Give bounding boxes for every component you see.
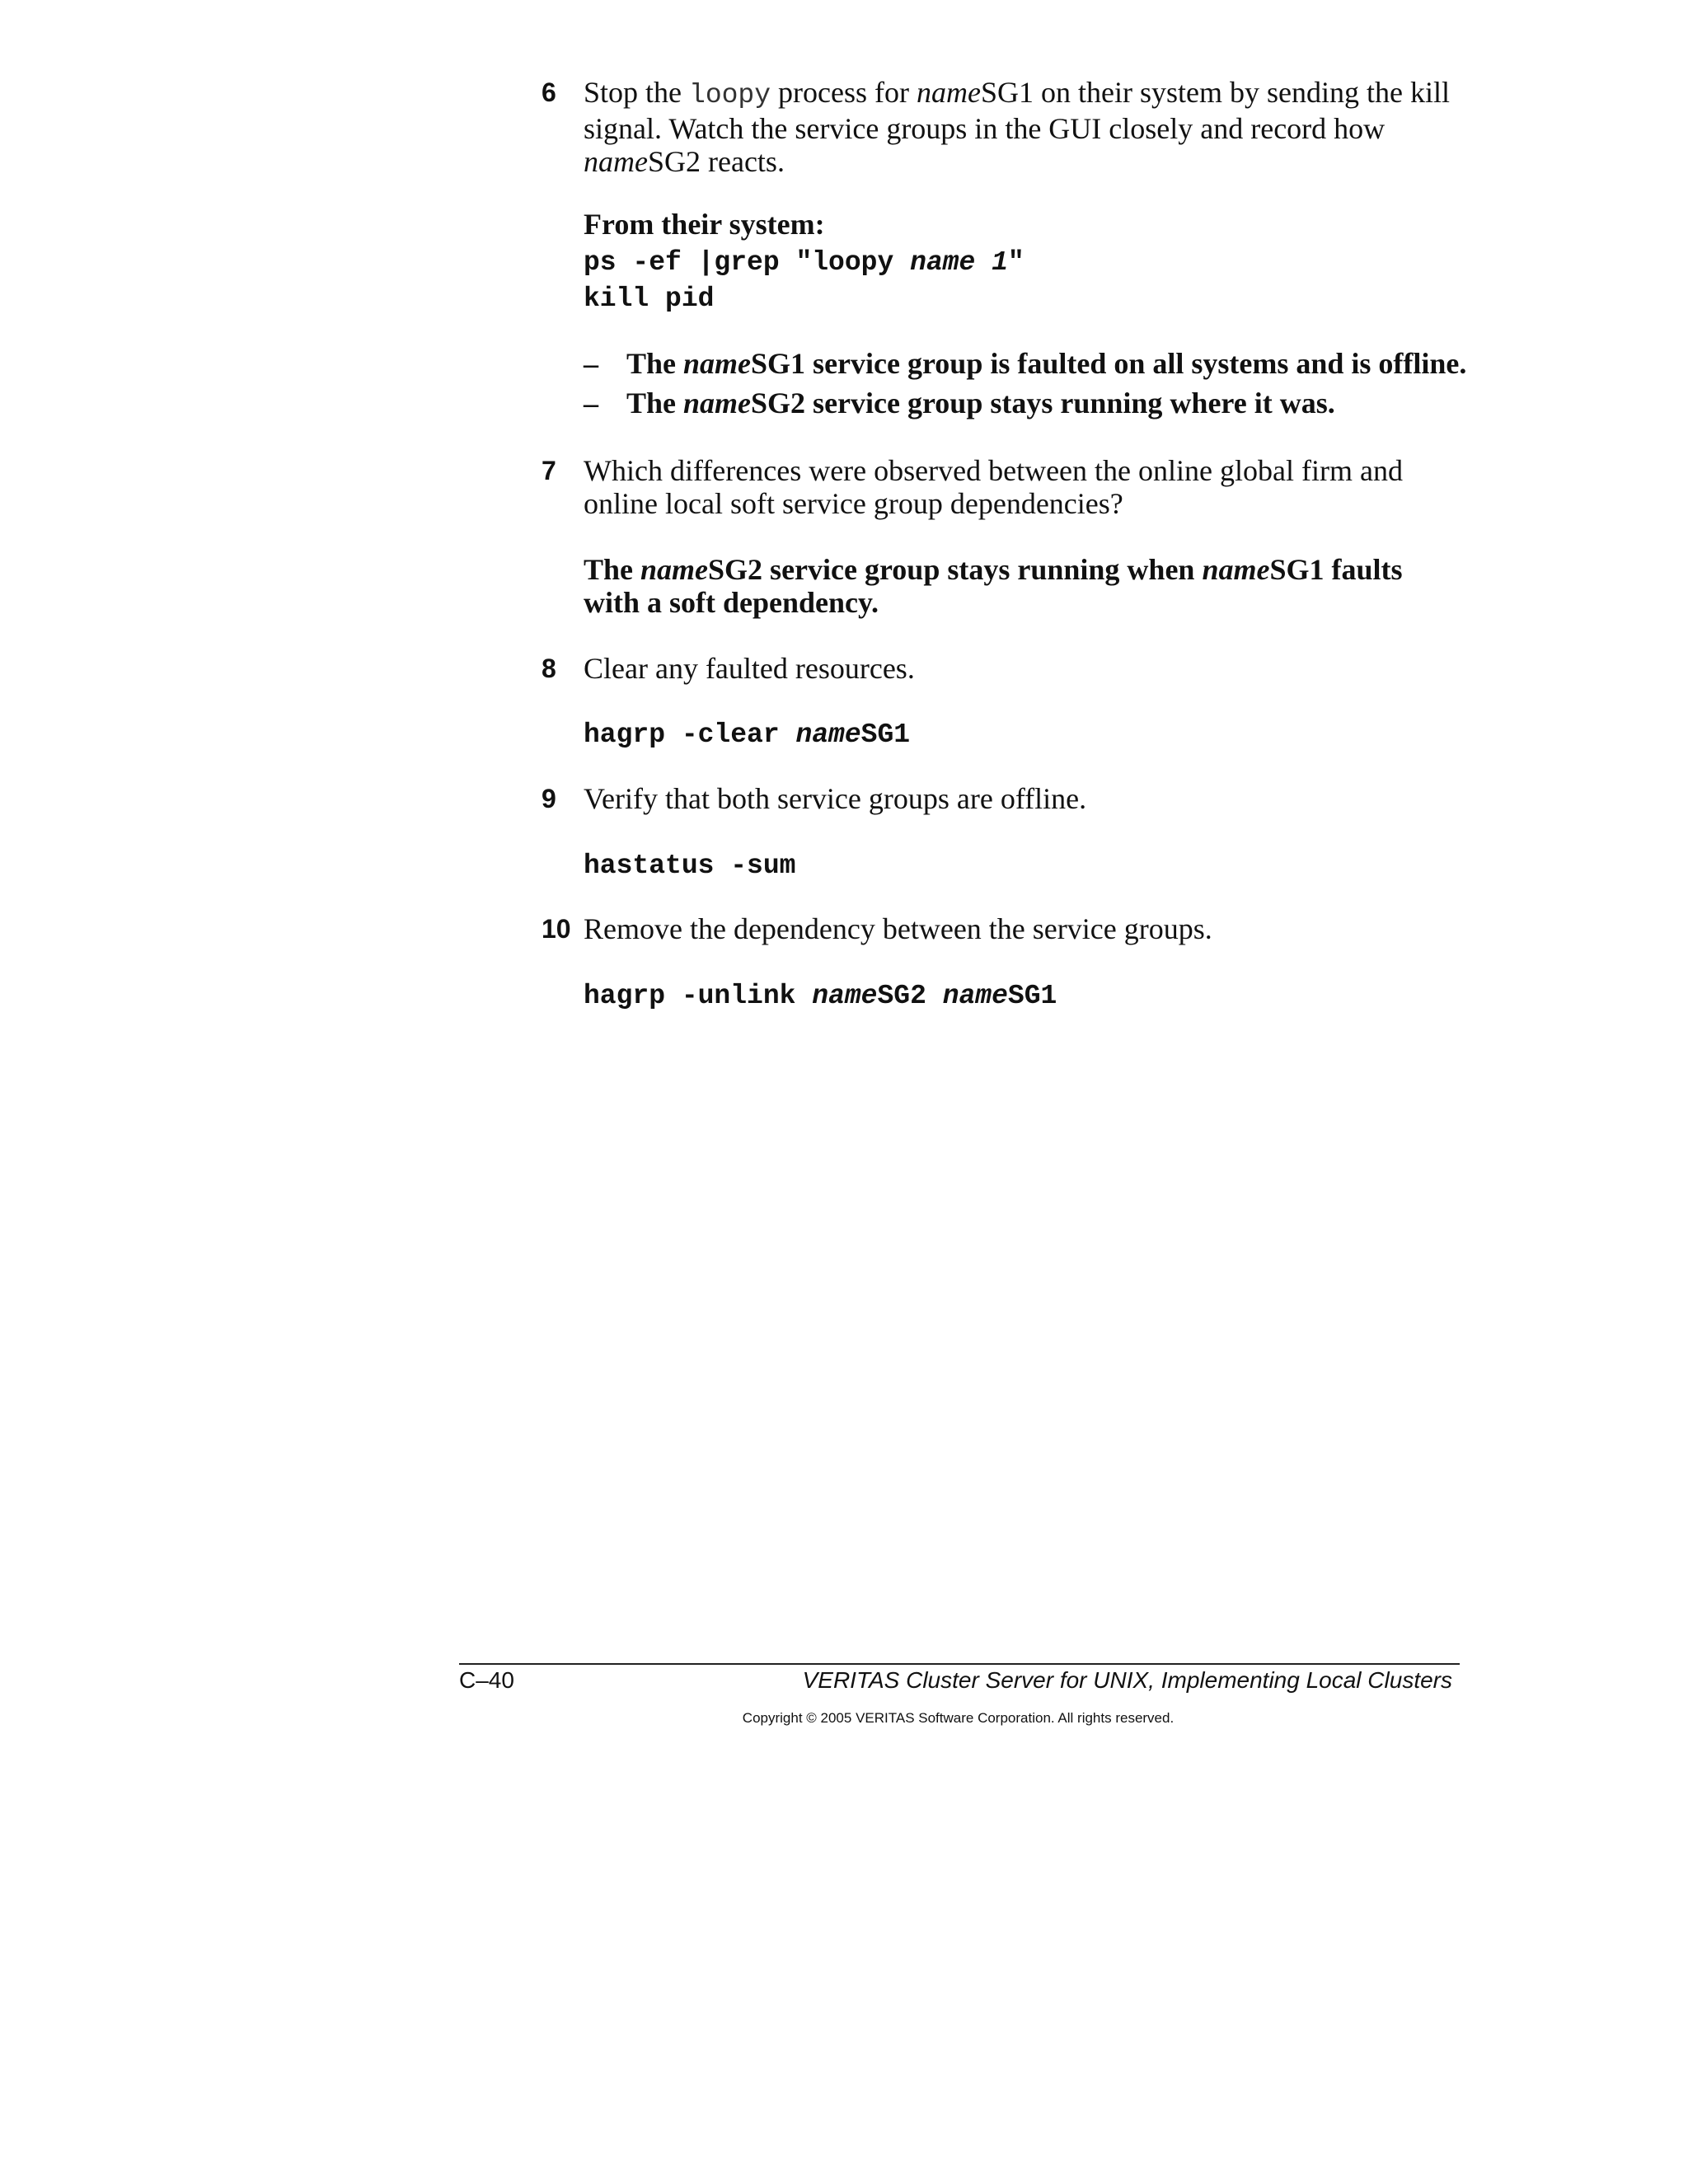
- step-number-7: 7: [542, 456, 556, 485]
- step-7-question: Which differences were observed between the online global firm and online local soft service group dependencies?: [584, 454, 1403, 520]
- answer-text-b: SG2 service group stays running when: [708, 553, 1203, 586]
- answer-text-a: The: [584, 553, 641, 586]
- answer-name-placeholder-1: name: [640, 553, 709, 586]
- step-7-answer: [584, 553, 1465, 619]
- step-6-subheading: From their system:: [584, 208, 825, 241]
- bullet-2-text-b: SG2 service group stays running where it was.: [751, 387, 1335, 419]
- bullet-2-text-a: The: [626, 387, 684, 419]
- clear-command-text-a: hagrp -clear: [584, 719, 796, 750]
- step-6-command-kill: kill pid: [584, 284, 715, 314]
- bullet-1-text-a: The: [626, 347, 684, 380]
- unlink-command-text-a: hagrp -unlink: [584, 981, 813, 1011]
- answer-text-c: SG1 faults with a soft dependency.: [584, 553, 1403, 619]
- step-6-text-c: SG1 on their system by sending the kill signal. Watch the service groups in the GUI closely and record how: [584, 76, 1450, 145]
- step-10-command: [584, 978, 1057, 1015]
- step-number-9: 9: [542, 784, 556, 813]
- loopy-inline-code: loopy: [689, 80, 771, 110]
- clear-command-text-b: SG1: [860, 719, 911, 750]
- step-9-instruction: Verify that both service groups are offline.: [584, 782, 1087, 815]
- bullet-1-name-placeholder: name: [683, 347, 752, 380]
- step-6-name-placeholder-1: name: [917, 76, 981, 109]
- step-6-name-placeholder-2: name: [584, 145, 648, 178]
- bullet-dash: –: [584, 347, 598, 380]
- step-6-instructions: [584, 76, 1465, 178]
- footer-divider: [459, 1663, 1460, 1665]
- ps-command-text-a: ps -ef |grep "loopy: [584, 247, 911, 278]
- footer-book-title: VERITAS Cluster Server for UNIX, Implementing Local Clusters: [802, 1667, 1452, 1693]
- bullet-2-name-placeholder: name: [683, 387, 752, 419]
- copyright-notice: Copyright © 2005 VERITAS Software Corporation. All rights reserved.: [742, 1710, 1175, 1726]
- page-number: C–40: [459, 1667, 514, 1693]
- step-number-8: 8: [542, 654, 556, 683]
- step-10-instruction: Remove the dependency between the service groups.: [584, 912, 1212, 945]
- answer-name-placeholder-2: name: [1202, 553, 1270, 586]
- step-6-text-a: Stop the: [584, 76, 690, 109]
- ps-command-text-b: ": [1007, 247, 1025, 278]
- step-number-6: 6: [542, 77, 556, 107]
- unlink-command-name-placeholder-1: name: [812, 981, 878, 1011]
- step-6-command-ps: [584, 245, 1025, 281]
- step-6-text-b: process for: [771, 76, 917, 109]
- step-8-instruction: Clear any faulted resources.: [584, 652, 915, 685]
- step-8-command: [584, 717, 910, 753]
- bullet-dash: –: [584, 387, 598, 419]
- bullet-text: [626, 347, 1466, 380]
- unlink-command-name-placeholder-2: name: [942, 981, 1008, 1011]
- clear-command-name-placeholder: name: [795, 719, 861, 750]
- unlink-command-text-b: SG2: [877, 981, 943, 1011]
- bullet-text: [626, 387, 1335, 419]
- ps-command-placeholder: name 1: [910, 247, 1008, 278]
- step-number-10: 10: [542, 914, 571, 944]
- step-9-command: hastatus -sum: [584, 851, 796, 881]
- unlink-command-text-c: SG1: [1007, 981, 1057, 1011]
- step-6-text-d: SG2 reacts.: [647, 145, 785, 178]
- bullet-1-text-b: SG1 service group is faulted on all systems and is offline.: [751, 347, 1467, 380]
